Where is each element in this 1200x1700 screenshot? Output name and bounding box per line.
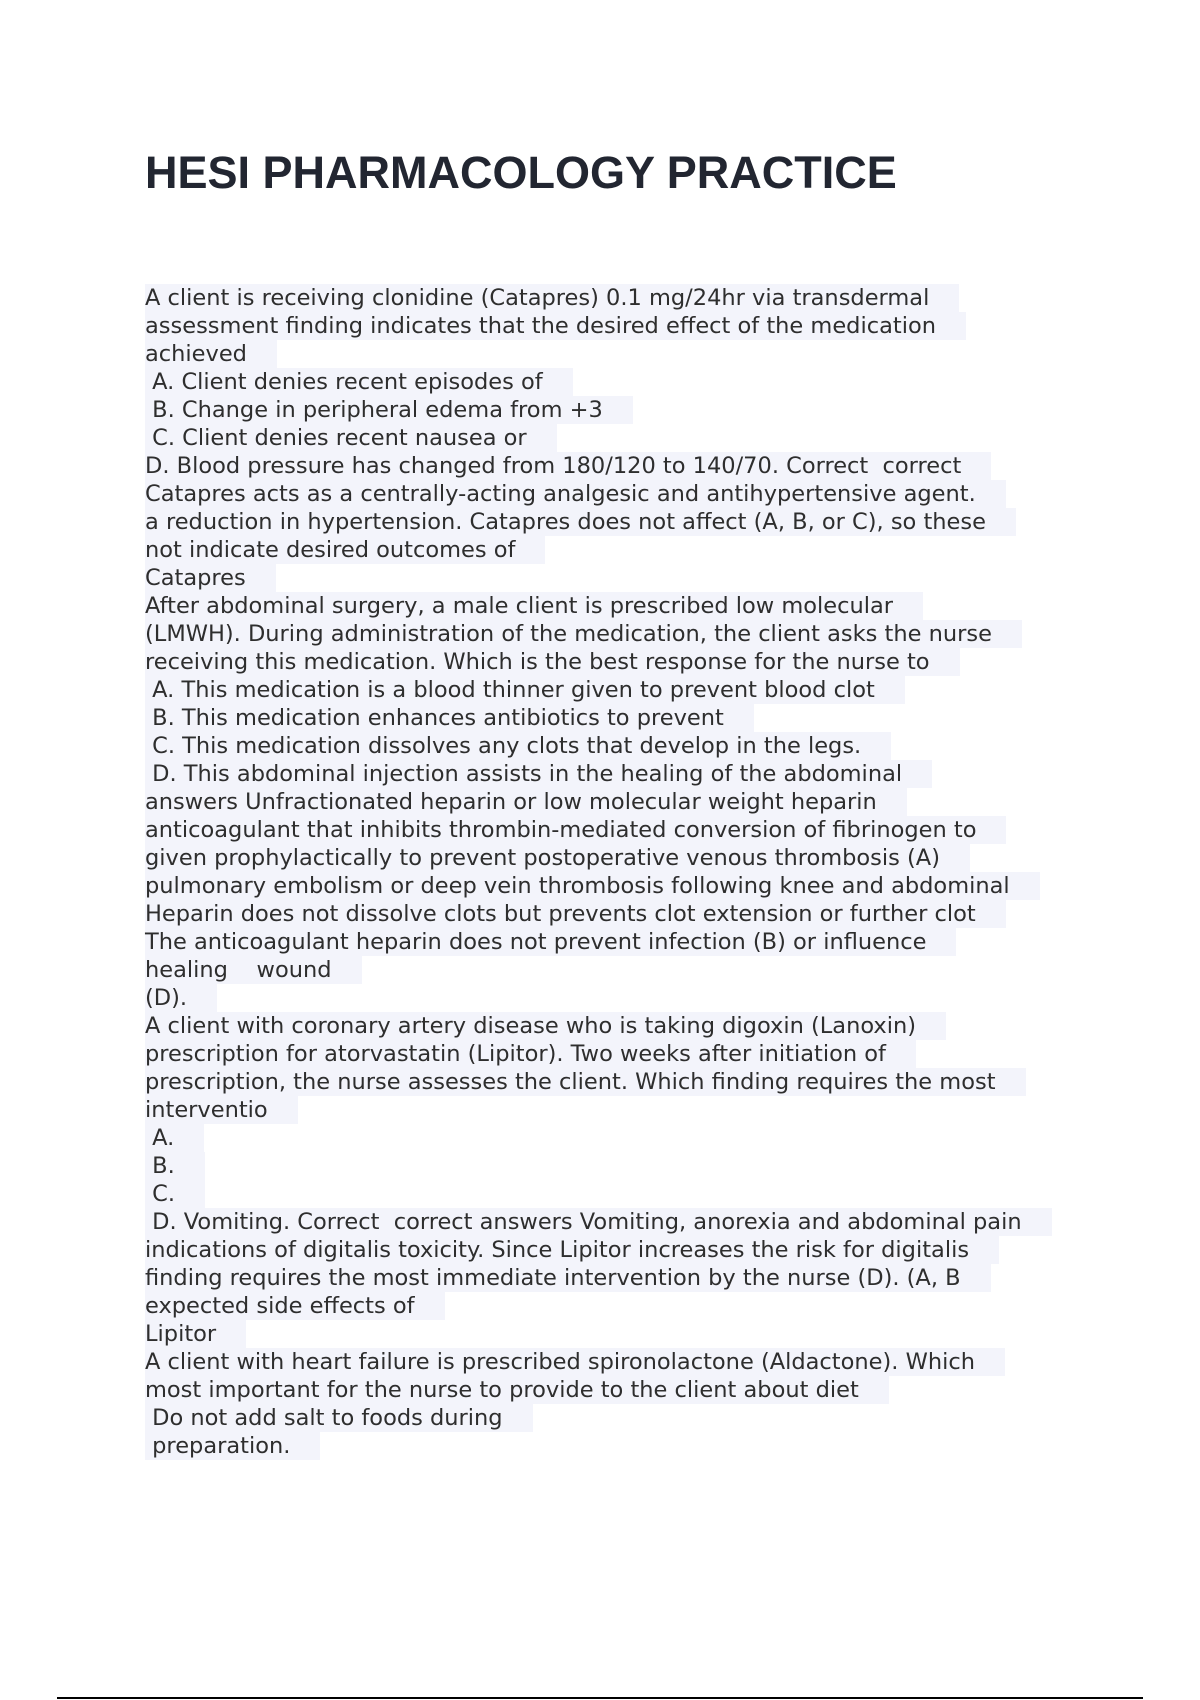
text-line-content: A. (145, 1124, 204, 1152)
text-line (145, 592, 1105, 620)
text-line-content: D. Blood pressure has changed from 180/120 to 140/70. Correct correct (145, 452, 991, 480)
text-line-content: B. Change in peripheral edema from +3 (145, 396, 633, 424)
text-line (145, 1012, 1105, 1040)
text-line-content: A client with heart failure is prescribed spironolactone (Aldactone). Which (145, 1348, 1005, 1376)
text-line (145, 816, 1105, 844)
footer-divider (57, 1697, 1143, 1699)
text-line (145, 452, 1105, 480)
text-line (145, 928, 1105, 956)
text-line (145, 1236, 1105, 1264)
text-line-content: expected side effects of (145, 1292, 445, 1320)
text-line-content: Lipitor (145, 1320, 246, 1348)
text-line-content: C. This medication dissolves any clots that develop in the legs. (145, 732, 891, 760)
text-line (145, 1292, 1105, 1320)
text-line (145, 1068, 1105, 1096)
text-line-content: Do not add salt to foods during (145, 1404, 533, 1432)
text-line (145, 844, 1105, 872)
text-line (145, 1404, 1105, 1432)
text-line-content: interventio (145, 1096, 298, 1124)
text-line (145, 788, 1105, 816)
text-line-content: not indicate desired outcomes of (145, 536, 545, 564)
text-line (145, 1376, 1105, 1404)
text-line-content: anticoagulant that inhibits thrombin-mediated conversion of fibrinogen to (145, 816, 1006, 844)
text-line-content: (D). (145, 984, 217, 1012)
text-line (145, 956, 1105, 984)
text-line-content: assessment finding indicates that the desired effect of the medication (145, 312, 966, 340)
text-line (145, 1152, 1105, 1180)
text-line (145, 732, 1105, 760)
text-line (145, 284, 1105, 312)
text-line-content: B. This medication enhances antibiotics to prevent (145, 704, 754, 732)
text-line-content: C. Client denies recent nausea or (145, 424, 557, 452)
text-line-content: prescription for atorvastatin (Lipitor). Two weeks after initiation of (145, 1040, 916, 1068)
text-line (145, 1040, 1105, 1068)
text-line (145, 872, 1105, 900)
text-line (145, 340, 1105, 368)
text-line (145, 480, 1105, 508)
text-line (145, 984, 1105, 1012)
text-line (145, 312, 1105, 340)
page-title: HESI PHARMACOLOGY PRACTICE (145, 147, 897, 198)
text-line-content: A client with coronary artery disease who is taking digoxin (Lanoxin) (145, 1012, 946, 1040)
text-line (145, 508, 1105, 536)
text-line (145, 1180, 1105, 1208)
text-line (145, 368, 1105, 396)
text-line (145, 1096, 1105, 1124)
text-line (145, 536, 1105, 564)
text-line (145, 1124, 1105, 1152)
document-body (145, 284, 1105, 1460)
text-line (145, 900, 1105, 928)
text-line-content: answers Unfractionated heparin or low molecular weight heparin (145, 788, 907, 816)
text-line-content: achieved (145, 340, 277, 368)
text-line-content: finding requires the most immediate intervention by the nurse (D). (A, B (145, 1264, 991, 1292)
text-line-content: D. This abdominal injection assists in the healing of the abdominal (145, 760, 932, 788)
text-line-content: B. (145, 1152, 205, 1180)
text-line (145, 1320, 1105, 1348)
text-line (145, 620, 1105, 648)
text-line-content: pulmonary embolism or deep vein thrombosis following knee and abdominal (145, 872, 1040, 900)
text-line-content: Catapres acts as a centrally-acting analgesic and antihypertensive agent. (145, 480, 1006, 508)
text-line (145, 396, 1105, 424)
text-line-content: A. This medication is a blood thinner given to prevent blood clot (145, 676, 905, 704)
text-line-content: receiving this medication. Which is the best response for the nurse to (145, 648, 960, 676)
text-line (145, 1348, 1105, 1376)
text-line (145, 424, 1105, 452)
text-line-content: most important for the nurse to provide to the client about diet (145, 1376, 889, 1404)
text-line (145, 648, 1105, 676)
text-line (145, 1264, 1105, 1292)
text-line-content: healing wound (145, 956, 362, 984)
text-line-content: prescription, the nurse assesses the client. Which finding requires the most (145, 1068, 1026, 1096)
text-line (145, 1208, 1105, 1236)
text-line-content: A. Client denies recent episodes of (145, 368, 573, 396)
text-line (145, 704, 1105, 732)
text-line-content: preparation. (145, 1432, 320, 1460)
text-line (145, 760, 1105, 788)
text-line (145, 564, 1105, 592)
text-line (145, 1432, 1105, 1460)
text-line (145, 676, 1105, 704)
text-line-content: The anticoagulant heparin does not prevent infection (B) or influence (145, 928, 956, 956)
text-line-content: (LMWH). During administration of the medication, the client asks the nurse (145, 620, 1022, 648)
text-line-content: indications of digitalis toxicity. Since Lipitor increases the risk for digitalis (145, 1236, 999, 1264)
text-line-content: C. (145, 1180, 205, 1208)
text-line-content: a reduction in hypertension. Catapres does not affect (A, B, or C), so these (145, 508, 1016, 536)
text-line-content: given prophylactically to prevent postoperative venous thrombosis (A) (145, 844, 970, 872)
text-line-content: D. Vomiting. Correct correct answers Vomiting, anorexia and abdominal pain (145, 1208, 1052, 1236)
text-line-content: After abdominal surgery, a male client is prescribed low molecular (145, 592, 923, 620)
text-line-content: Heparin does not dissolve clots but prevents clot extension or further clot (145, 900, 1006, 928)
text-line-content: A client is receiving clonidine (Catapres) 0.1 mg/24hr via transdermal (145, 284, 959, 312)
text-line-content: Catapres (145, 564, 276, 592)
